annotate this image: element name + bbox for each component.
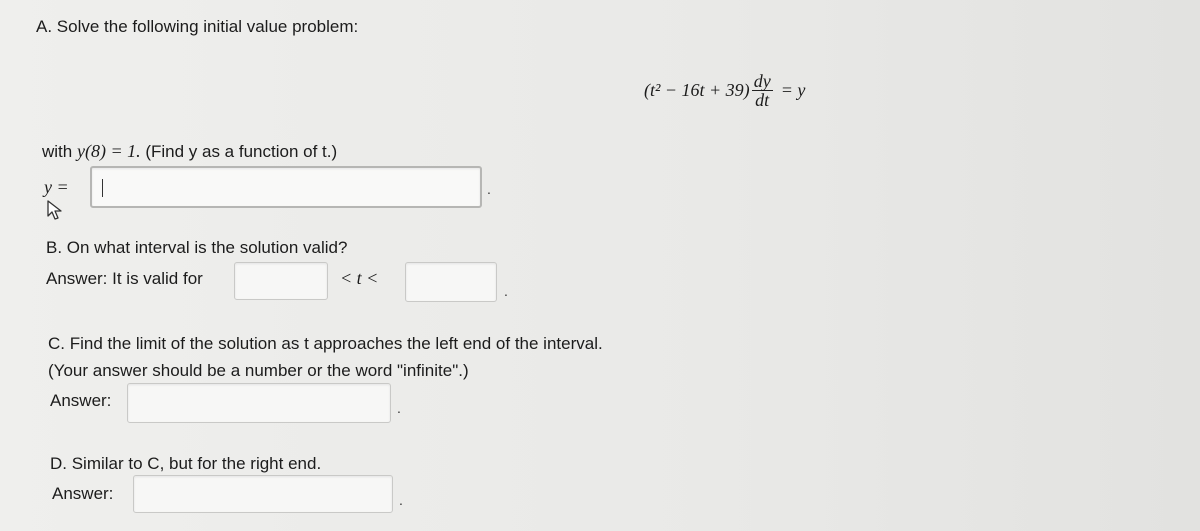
derivative-fraction: [752, 72, 773, 109]
trailing-dot: .: [487, 181, 491, 197]
text-caret: [102, 179, 103, 197]
part-b-heading: B. On what interval is the solution valid?: [46, 238, 348, 257]
answer-a-label: y =: [44, 177, 69, 197]
interval-left-input[interactable]: [234, 262, 328, 300]
condition-prefix: with: [42, 142, 73, 161]
fraction-numerator: dy: [753, 71, 771, 91]
interval-right-input[interactable]: [405, 262, 497, 302]
condition-math: y(8) = 1.: [76, 141, 141, 161]
part-c-heading: C. Find the limit of the solution as t approaches the left end of the interval.: [48, 334, 603, 353]
trailing-dot: .: [504, 283, 508, 299]
part-d-answer-label: Answer:: [52, 484, 114, 503]
trailing-dot: .: [399, 492, 403, 508]
trailing-dot: .: [397, 400, 401, 416]
initial-condition: [42, 141, 337, 162]
condition-note: (Find y as a function of t.): [145, 142, 338, 161]
answer-a-input[interactable]: [90, 166, 482, 208]
interval-inequality: < t <: [340, 268, 379, 288]
part-a-heading: A. Solve the following initial value problem:: [36, 17, 359, 36]
part-d-heading: D. Similar to C, but for the right end.: [50, 454, 322, 473]
part-b-answer-prefix: Answer: It is valid for: [46, 269, 203, 288]
answer-c-input[interactable]: [127, 383, 391, 423]
differential-equation: [644, 72, 805, 109]
equation-lhs: (t² − 16t + 39): [644, 80, 750, 100]
fraction-denominator: dt: [755, 90, 770, 110]
answer-d-input[interactable]: [133, 475, 393, 513]
part-c-answer-label: Answer:: [50, 391, 112, 410]
part-c-note: (Your answer should be a number or the word "infinite".): [48, 361, 469, 380]
equation-rhs: = y: [780, 80, 806, 100]
mouse-pointer-icon: [46, 199, 64, 221]
